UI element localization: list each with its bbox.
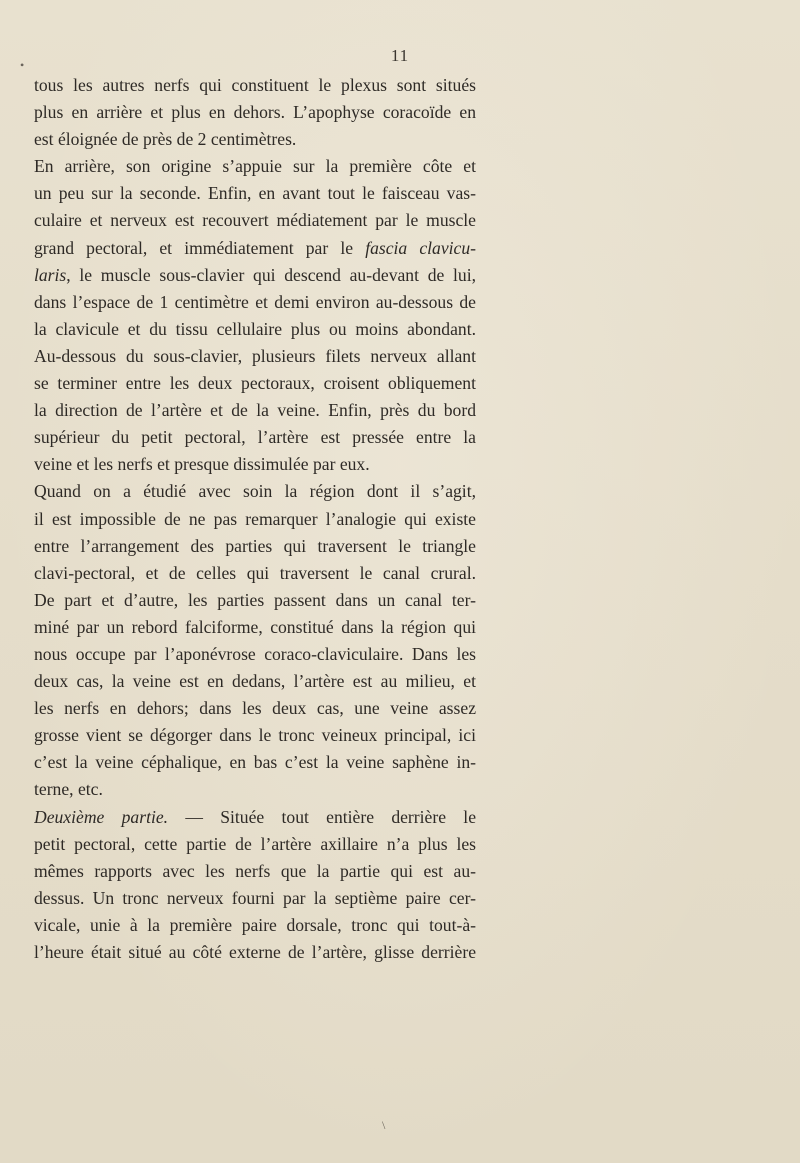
line-text: veine et les nerfs et presque dissimulée par eux.: [34, 454, 370, 475]
text-line: [34, 560, 476, 587]
line-text: entre l’arrangement des parties qui traversent le triangle: [34, 535, 476, 556]
text-line: [34, 749, 476, 776]
text-line: [34, 587, 476, 614]
ink-speck: \: [382, 1118, 386, 1132]
line-text: la clavicule et du tissu cellulaire plus ou moins abondant.: [34, 318, 476, 339]
line-text: c’est la veine céphalique, en bas c’est la veine saphène in-: [34, 752, 476, 773]
line-text: la direction de l’artère et de la veine. Enfin, près du bord: [34, 400, 476, 421]
body-text: [34, 72, 476, 966]
line-text: Au-dessous du sous-clavier, plusieurs filets nerveux allant: [34, 345, 476, 366]
text-line: [34, 912, 476, 939]
line-text: nous occupe par l’aponévrose coraco-claviculaire. Dans les: [34, 643, 476, 664]
text-line: [34, 478, 476, 505]
text-line: [34, 99, 476, 126]
page-number: 11: [390, 46, 410, 65]
line-text: se terminer entre les deux pectoraux, croisent obliquement: [34, 373, 476, 394]
line-text: De part et d’autre, les parties passent dans un canal ter-: [34, 589, 476, 610]
line-text: miné par un rebord falciforme, constitué dans la région qui: [34, 616, 476, 637]
line-text: grosse vient se dégorger dans le tronc veineux principal, ici: [34, 725, 476, 746]
text-line: [34, 722, 476, 749]
line-text: , le muscle sous-clavier qui descend au-devant de lui,: [66, 264, 476, 285]
text-line: [34, 668, 476, 695]
text-line: [34, 858, 476, 885]
line-text: Quand on a étudié avec soin la région dont il s’agit,: [34, 481, 476, 502]
text-line: [34, 370, 476, 397]
text-line: [34, 614, 476, 641]
text-line: [34, 207, 476, 234]
text-line: [34, 180, 476, 207]
text-line: [34, 506, 476, 533]
text-line: [34, 126, 476, 153]
line-text: est éloignée de près de 2 centimètres.: [34, 129, 297, 150]
line-text: culaire et nerveux est recouvert médiatement par le muscle: [34, 210, 476, 231]
line-text: l’heure était situé au côté externe de l’artère, glisse derrière: [34, 942, 476, 962]
ink-speck: •: [20, 58, 25, 72]
text-line: [34, 316, 476, 343]
text-line: [34, 424, 476, 451]
line-text: terne, etc.: [34, 779, 103, 800]
text-line: [34, 804, 476, 831]
line-text: tous les autres nerfs qui constituent le plexus sont situés: [34, 75, 476, 95]
text-line: [34, 343, 476, 370]
line-text: mêmes rapports avec les nerfs que la partie qui est au-: [34, 860, 476, 881]
text-line: [34, 72, 476, 99]
text-line: [34, 153, 476, 180]
line-text: grand pectoral, et immédiatement par le: [34, 237, 354, 258]
line-text: dessus. Un tronc nerveux fourni par la septième paire cer-: [34, 887, 476, 908]
italic-text: fascia clavicu-: [365, 237, 476, 258]
line-text: clavi-pectoral, et de celles qui traversent le canal crural.: [34, 562, 476, 583]
italic-text: laris: [34, 264, 67, 285]
line-text: il est impossible de ne pas remarquer l’analogie qui existe: [34, 508, 476, 529]
text-line: [34, 831, 476, 858]
text-line: [34, 939, 476, 966]
text-line: [34, 262, 476, 289]
line-text: En arrière, son origine s’appuie sur la première côte et: [34, 156, 476, 177]
text-line: [34, 397, 476, 424]
text-line: [34, 695, 476, 722]
text-line: [34, 235, 476, 262]
text-line: [34, 776, 476, 803]
text-line: [34, 451, 476, 478]
text-line: [34, 885, 476, 912]
line-text: supérieur du petit pectoral, l’artère est pressée entre la: [34, 427, 476, 448]
line-text: — Située tout entière derrière le: [168, 806, 476, 827]
line-text: plus en arrière et plus en dehors. L’apophyse coracoïde en: [34, 102, 476, 123]
text-line: [34, 289, 476, 316]
line-text: les nerfs en dehors; dans les deux cas, une veine assez: [34, 698, 476, 719]
text-line: [34, 641, 476, 668]
line-text: deux cas, la veine est en dedans, l’artère est au milieu, et: [34, 671, 476, 692]
line-text: un peu sur la seconde. Enfin, en avant tout le faisceau vas-: [34, 183, 476, 204]
line-text: petit pectoral, cette partie de l’artère axillaire n’a plus les: [34, 833, 476, 854]
italic-text: Deuxième partie.: [34, 806, 169, 827]
line-text: dans l’espace de 1 centimètre et demi environ au-dessous de: [34, 291, 476, 312]
text-line: [34, 533, 476, 560]
line-text: vicale, unie à la première paire dorsale, tronc qui tout-à-: [34, 914, 476, 935]
